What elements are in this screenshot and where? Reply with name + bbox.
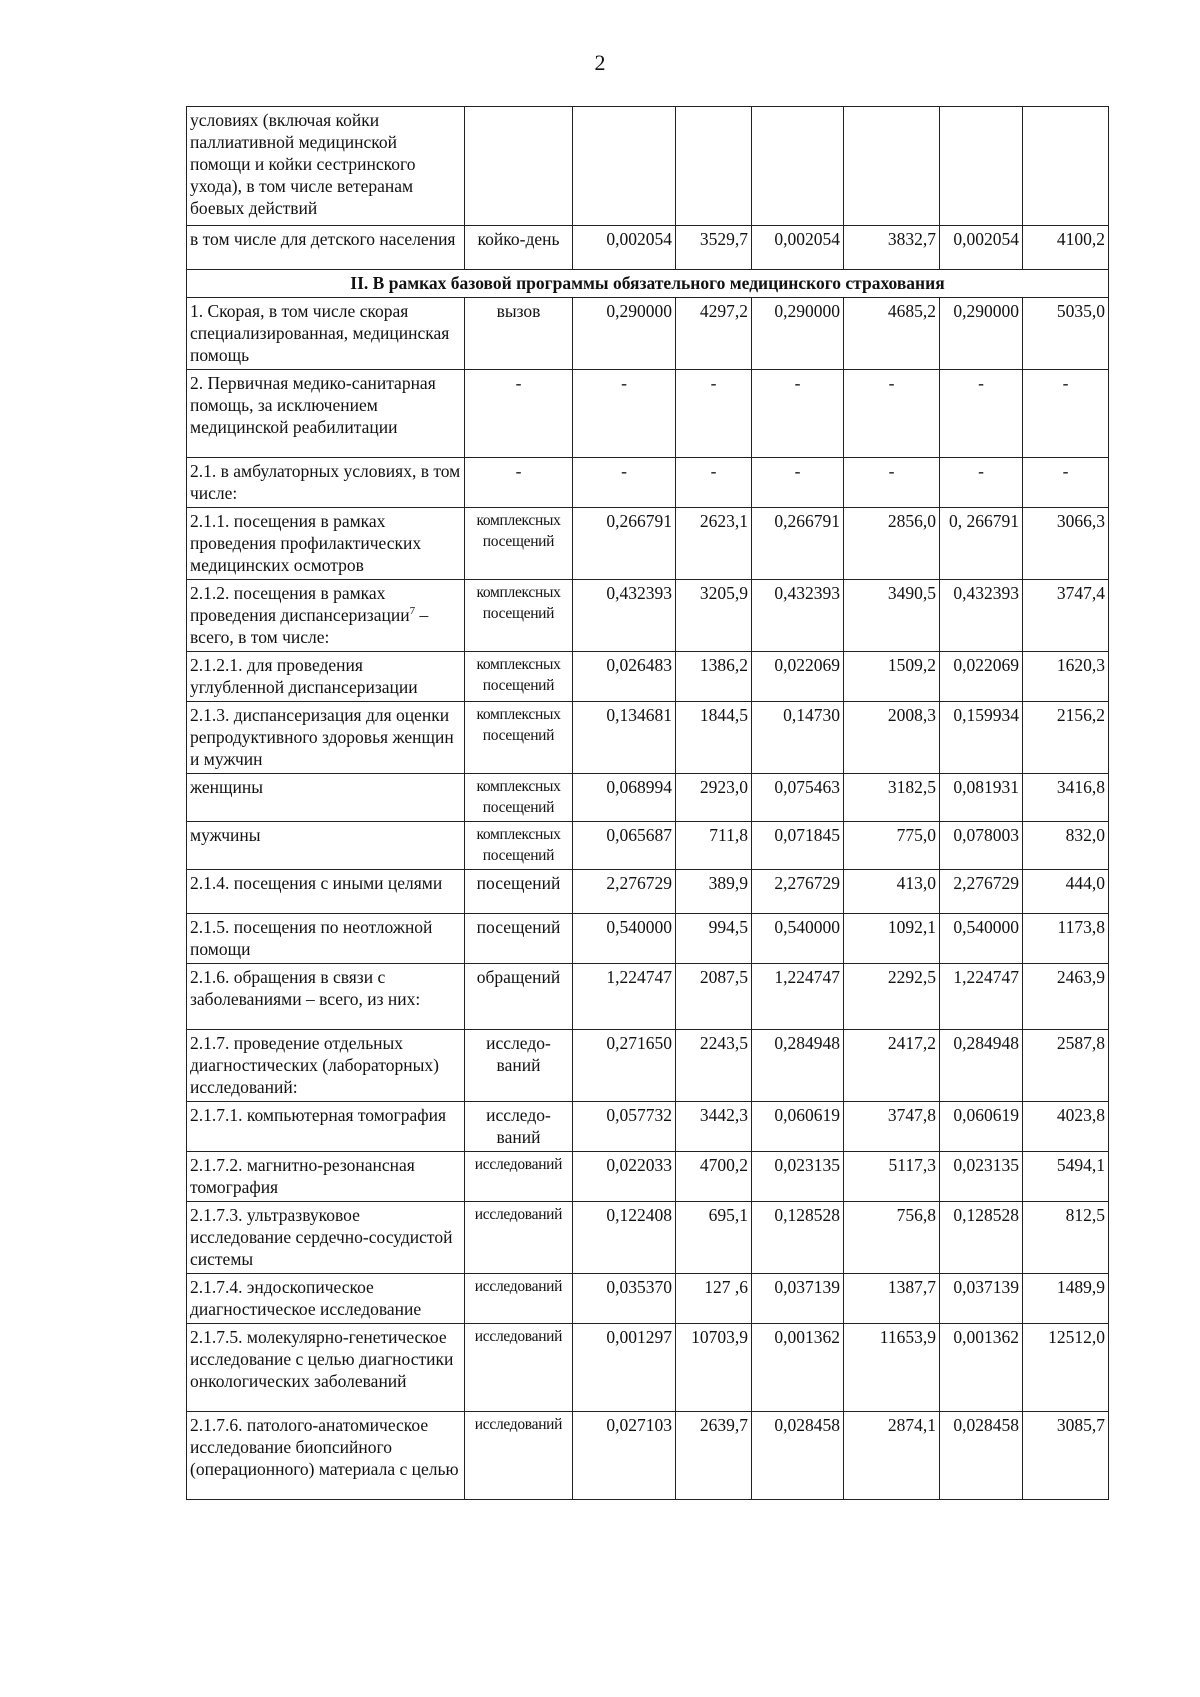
value-cell-v1: 0,026483 xyxy=(573,652,676,702)
unit-cell: - xyxy=(465,370,573,458)
table-body-main xyxy=(187,298,1109,1500)
value-cell-v3: 0,128528 xyxy=(752,1202,844,1274)
value-cell-v3: - xyxy=(752,370,844,458)
value-cell-v3: 0,022069 xyxy=(752,652,844,702)
row-name-tail: – всего, в том числе: xyxy=(190,605,429,647)
value-cell-v3: 0,028458 xyxy=(752,1412,844,1500)
page-number: 2 xyxy=(594,50,606,75)
row-name xyxy=(187,1412,465,1500)
value-cell-v3: 2,276729 xyxy=(752,870,844,914)
row-name xyxy=(187,1152,465,1202)
value-cell-v4: 3182,5 xyxy=(844,774,940,822)
value-cell-v2: 994,5 xyxy=(676,914,752,964)
value-cell-v1: 0,065687 xyxy=(573,822,676,870)
table-row xyxy=(187,1030,1109,1102)
table-row xyxy=(187,1152,1109,1202)
unit-cell: исследований xyxy=(465,1152,573,1202)
value-cell-v3: 0,023135 xyxy=(752,1152,844,1202)
value-cell-v4: 5117,3 xyxy=(844,1152,940,1202)
value-cell-v2: 711,8 xyxy=(676,822,752,870)
value-cell-v2 xyxy=(676,107,752,226)
value-cell-v6: 4100,2 xyxy=(1023,226,1109,270)
value-cell-v6: 812,5 xyxy=(1023,1202,1109,1274)
row-name-text: 2.1.7.4. эндоскопическое диагностическое исследование xyxy=(190,1277,422,1319)
value-cell-v3: 0,14730 xyxy=(752,702,844,774)
row-name-text: 2.1.7.3. ультразвуковое исследование сердечно-сосудистой системы xyxy=(190,1205,453,1269)
value-cell-v1: 0,271650 xyxy=(573,1030,676,1102)
value-cell-v3: 0,432393 xyxy=(752,580,844,652)
value-cell-v4: 2856,0 xyxy=(844,508,940,580)
row-name xyxy=(187,1030,465,1102)
value-cell-v5: 0,037139 xyxy=(940,1274,1023,1324)
table-row xyxy=(187,107,1109,226)
value-cell-v6: 5035,0 xyxy=(1023,298,1109,370)
value-cell-v5: 0, 266791 xyxy=(940,508,1023,580)
value-cell-v1: 0,002054 xyxy=(573,226,676,270)
value-cell-v6: 1489,9 xyxy=(1023,1274,1109,1324)
row-name xyxy=(187,580,465,652)
value-cell-v1: 0,022033 xyxy=(573,1152,676,1202)
value-cell-v6: 832,0 xyxy=(1023,822,1109,870)
row-name-text: 2.1.7.2. магнитно-резонансная томография xyxy=(190,1155,415,1197)
value-cell-v3: 0,060619 xyxy=(752,1102,844,1152)
value-cell-v2: 1386,2 xyxy=(676,652,752,702)
value-cell-v2: 10703,9 xyxy=(676,1324,752,1412)
value-cell-v5: 0,081931 xyxy=(940,774,1023,822)
table-row xyxy=(187,870,1109,914)
row-name-text: 2.1.2.1. для проведения углубленной диспансеризации xyxy=(190,655,418,697)
value-cell-v5: - xyxy=(940,370,1023,458)
value-cell-v1: 0,432393 xyxy=(573,580,676,652)
value-cell-v1: 1,224747 xyxy=(573,964,676,1030)
value-cell-v3: 0,290000 xyxy=(752,298,844,370)
value-cell-v4: 2417,2 xyxy=(844,1030,940,1102)
table-row xyxy=(187,914,1109,964)
row-name-text: 2.1. в амбулаторных условиях, в том числе: xyxy=(190,461,461,503)
value-cell-v5: 0,290000 xyxy=(940,298,1023,370)
value-cell-v6: 2587,8 xyxy=(1023,1030,1109,1102)
table-row xyxy=(187,1412,1109,1500)
value-cell-v4: 1387,7 xyxy=(844,1274,940,1324)
value-cell-v1: 0,057732 xyxy=(573,1102,676,1152)
value-cell-v4: 775,0 xyxy=(844,822,940,870)
value-cell-v2: 3442,3 xyxy=(676,1102,752,1152)
value-cell-v3: 0,266791 xyxy=(752,508,844,580)
section-title: II. В рамках базовой программы обязательного медицинского страхования xyxy=(187,270,1109,298)
row-name-text: 2.1.1. посещения в рамках проведения профилактических медицинских осмотров xyxy=(190,511,422,575)
value-cell-v2: 389,9 xyxy=(676,870,752,914)
value-cell-v6: 1173,8 xyxy=(1023,914,1109,964)
value-cell-v6: 2463,9 xyxy=(1023,964,1109,1030)
row-name xyxy=(187,1324,465,1412)
unit-cell xyxy=(465,107,573,226)
table-row xyxy=(187,370,1109,458)
row-name xyxy=(187,652,465,702)
value-cell-v5: 2,276729 xyxy=(940,870,1023,914)
value-cell-v4: 4685,2 xyxy=(844,298,940,370)
row-name xyxy=(187,702,465,774)
value-cell-v5: 0,540000 xyxy=(940,914,1023,964)
unit-cell: исследований xyxy=(465,1324,573,1412)
row-name-text: 2.1.6. обращения в связи с заболеваниями – всего, из них: xyxy=(190,967,421,1009)
value-cell-v6: 444,0 xyxy=(1023,870,1109,914)
value-cell-v4: 3747,8 xyxy=(844,1102,940,1152)
value-cell-v6: 1620,3 xyxy=(1023,652,1109,702)
table-row xyxy=(187,580,1109,652)
value-cell-v6: 2156,2 xyxy=(1023,702,1109,774)
row-name xyxy=(187,964,465,1030)
normatives-table xyxy=(186,106,1109,1500)
value-cell-v5: 0,128528 xyxy=(940,1202,1023,1274)
value-cell-v5: 0,432393 xyxy=(940,580,1023,652)
value-cell-v1: 0,540000 xyxy=(573,914,676,964)
value-cell-v5: 0,001362 xyxy=(940,1324,1023,1412)
value-cell-v4: 1509,2 xyxy=(844,652,940,702)
row-name-text: в том числе для детского населения xyxy=(190,229,456,249)
value-cell-v5: 0,023135 xyxy=(940,1152,1023,1202)
value-cell-v1: 0,122408 xyxy=(573,1202,676,1274)
value-cell-v1: 0,134681 xyxy=(573,702,676,774)
value-cell-v1: 0,001297 xyxy=(573,1324,676,1412)
value-cell-v2: 4700,2 xyxy=(676,1152,752,1202)
unit-cell: комплексных посещений xyxy=(465,774,573,822)
table-row xyxy=(187,774,1109,822)
row-name-text: 2.1.3. диспансеризация для оценки репродуктивного здоровья женщин и мужчин xyxy=(190,705,454,769)
row-name xyxy=(187,870,465,914)
value-cell-v3 xyxy=(752,107,844,226)
value-cell-v4: 3832,7 xyxy=(844,226,940,270)
value-cell-v3: 0,540000 xyxy=(752,914,844,964)
value-cell-v4: 1092,1 xyxy=(844,914,940,964)
table-body-top xyxy=(187,107,1109,270)
unit-cell: комплексных посещений xyxy=(465,508,573,580)
value-cell-v4: 11653,9 xyxy=(844,1324,940,1412)
value-cell-v3: - xyxy=(752,458,844,508)
unit-cell: посещений xyxy=(465,914,573,964)
value-cell-v1: - xyxy=(573,370,676,458)
value-cell-v5: 1,224747 xyxy=(940,964,1023,1030)
row-name-text: женщины xyxy=(190,777,263,797)
value-cell-v2: 2923,0 xyxy=(676,774,752,822)
row-name-text: 2.1.7.6. патолого-анатомическое исследование биопсийного (операционного) материала с целью xyxy=(190,1415,459,1479)
value-cell-v4: 2292,5 xyxy=(844,964,940,1030)
row-name xyxy=(187,226,465,270)
table-row xyxy=(187,1324,1109,1412)
value-cell-v2: 2639,7 xyxy=(676,1412,752,1500)
value-cell-v1: 2,276729 xyxy=(573,870,676,914)
table-row xyxy=(187,1274,1109,1324)
value-cell-v5: 0,022069 xyxy=(940,652,1023,702)
unit-cell: комплексных посещений xyxy=(465,580,573,652)
row-name xyxy=(187,107,465,226)
table-row xyxy=(187,508,1109,580)
value-cell-v2: - xyxy=(676,370,752,458)
section-row-group xyxy=(187,270,1109,298)
row-name xyxy=(187,1202,465,1274)
value-cell-v5: 0,078003 xyxy=(940,822,1023,870)
table-row xyxy=(187,1102,1109,1152)
value-cell-v2: 3529,7 xyxy=(676,226,752,270)
value-cell-v2: 3205,9 xyxy=(676,580,752,652)
table-row xyxy=(187,822,1109,870)
row-name xyxy=(187,370,465,458)
value-cell-v3: 0,037139 xyxy=(752,1274,844,1324)
value-cell-v4: - xyxy=(844,458,940,508)
row-name-text: мужчины xyxy=(190,825,261,845)
value-cell-v3: 0,071845 xyxy=(752,822,844,870)
row-name-text: 2.1.7.1. компьютерная томография xyxy=(190,1105,446,1125)
value-cell-v6: 3066,3 xyxy=(1023,508,1109,580)
footnote-marker: 7 xyxy=(409,605,416,618)
value-cell-v6: - xyxy=(1023,458,1109,508)
value-cell-v5: - xyxy=(940,458,1023,508)
value-cell-v1: 0,068994 xyxy=(573,774,676,822)
row-name-text: 2.1.7. проведение отдельных диагностических (лабораторных) исследований: xyxy=(190,1033,439,1097)
value-cell-v6 xyxy=(1023,107,1109,226)
row-name xyxy=(187,1274,465,1324)
value-cell-v3: 0,284948 xyxy=(752,1030,844,1102)
unit-cell: исследований xyxy=(465,1274,573,1324)
value-cell-v6: 12512,0 xyxy=(1023,1324,1109,1412)
value-cell-v3: 0,001362 xyxy=(752,1324,844,1412)
value-cell-v2: 2623,1 xyxy=(676,508,752,580)
table-row xyxy=(187,652,1109,702)
row-name xyxy=(187,458,465,508)
row-name-text: 2. Первичная медико-санитарная помощь, за исключением медицинской реабилитации xyxy=(190,373,436,437)
unit-cell: исследо-ваний xyxy=(465,1030,573,1102)
unit-cell: обращений xyxy=(465,964,573,1030)
row-name xyxy=(187,1102,465,1152)
value-cell-v4: 413,0 xyxy=(844,870,940,914)
value-cell-v1: 0,290000 xyxy=(573,298,676,370)
row-name-text: 2.1.7.5. молекулярно-генетическое исследование с целью диагностики онкологических заболеваний xyxy=(190,1327,454,1391)
row-name-text: 2.1.5. посещения по неотложной помощи xyxy=(190,917,433,959)
value-cell-v1: 0,027103 xyxy=(573,1412,676,1500)
unit-cell: комплексных посещений xyxy=(465,652,573,702)
value-cell-v1: 0,266791 xyxy=(573,508,676,580)
value-cell-v2: 2087,5 xyxy=(676,964,752,1030)
value-cell-v4: 2874,1 xyxy=(844,1412,940,1500)
section-header-row xyxy=(187,270,1109,298)
value-cell-v2: 695,1 xyxy=(676,1202,752,1274)
row-name xyxy=(187,822,465,870)
table-row xyxy=(187,458,1109,508)
unit-cell: койко-день xyxy=(465,226,573,270)
value-cell-v3: 0,002054 xyxy=(752,226,844,270)
value-cell-v2: 127 ,6 xyxy=(676,1274,752,1324)
value-cell-v6: 5494,1 xyxy=(1023,1152,1109,1202)
row-name-text: условиях (включая койки паллиативной медицинской помощи и койки сестринского ухода), в том числе ветеранам боевых действий xyxy=(190,110,416,218)
value-cell-v3: 1,224747 xyxy=(752,964,844,1030)
value-cell-v4: 2008,3 xyxy=(844,702,940,774)
value-cell-v5: 0,060619 xyxy=(940,1102,1023,1152)
unit-cell: исследо-ваний xyxy=(465,1102,573,1152)
unit-cell: исследований xyxy=(465,1202,573,1274)
unit-cell: комплексных посещений xyxy=(465,822,573,870)
value-cell-v4: 756,8 xyxy=(844,1202,940,1274)
unit-cell: вызов xyxy=(465,298,573,370)
value-cell-v1: - xyxy=(573,458,676,508)
row-name xyxy=(187,774,465,822)
row-name xyxy=(187,914,465,964)
row-name xyxy=(187,508,465,580)
value-cell-v2: - xyxy=(676,458,752,508)
unit-cell: посещений xyxy=(465,870,573,914)
value-cell-v1 xyxy=(573,107,676,226)
unit-cell: - xyxy=(465,458,573,508)
value-cell-v5: 0,028458 xyxy=(940,1412,1023,1500)
table-row xyxy=(187,298,1109,370)
unit-cell: исследований xyxy=(465,1412,573,1500)
value-cell-v5 xyxy=(940,107,1023,226)
table-row xyxy=(187,964,1109,1030)
row-name-text: 2.1.4. посещения с иными целями xyxy=(190,873,443,893)
value-cell-v6: 4023,8 xyxy=(1023,1102,1109,1152)
value-cell-v4 xyxy=(844,107,940,226)
table-row xyxy=(187,1202,1109,1274)
value-cell-v6: 3085,7 xyxy=(1023,1412,1109,1500)
unit-cell: комплексных посещений xyxy=(465,702,573,774)
value-cell-v4: - xyxy=(844,370,940,458)
value-cell-v2: 2243,5 xyxy=(676,1030,752,1102)
value-cell-v6: 3416,8 xyxy=(1023,774,1109,822)
row-name xyxy=(187,298,465,370)
table-row xyxy=(187,226,1109,270)
value-cell-v4: 3490,5 xyxy=(844,580,940,652)
value-cell-v2: 1844,5 xyxy=(676,702,752,774)
table-row xyxy=(187,702,1109,774)
value-cell-v3: 0,075463 xyxy=(752,774,844,822)
value-cell-v5: 0,284948 xyxy=(940,1030,1023,1102)
row-name-text: 1. Скорая, в том числе скорая специализированная, медицинская помощь xyxy=(190,301,450,365)
value-cell-v5: 0,002054 xyxy=(940,226,1023,270)
value-cell-v1: 0,035370 xyxy=(573,1274,676,1324)
value-cell-v6: - xyxy=(1023,370,1109,458)
value-cell-v5: 0,159934 xyxy=(940,702,1023,774)
value-cell-v6: 3747,4 xyxy=(1023,580,1109,652)
value-cell-v2: 4297,2 xyxy=(676,298,752,370)
row-name-text: 2.1.2. посещения в рамках проведения диспансеризации xyxy=(190,583,410,625)
